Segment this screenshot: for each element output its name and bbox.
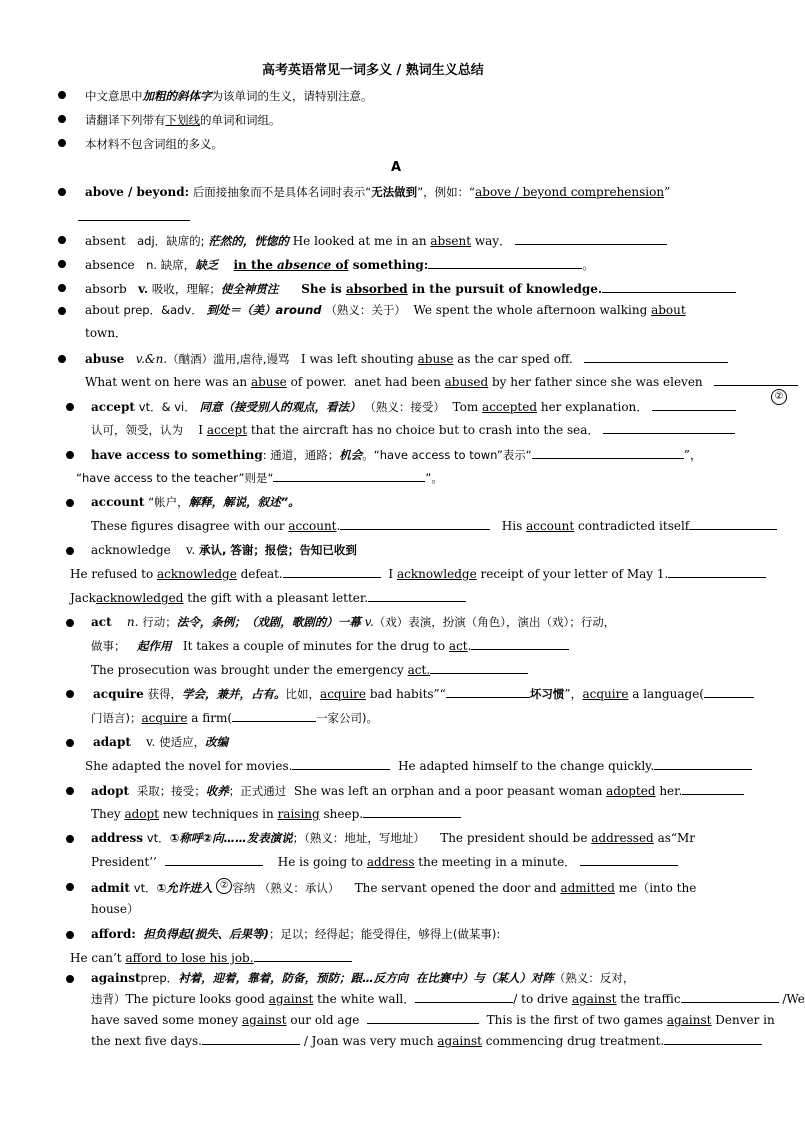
bullet xyxy=(58,355,66,363)
bullet xyxy=(66,547,74,555)
entry-address: address vt．①称呼②向……发表演说；（熟义：地址，写地址） The president should be addressed as“Mr xyxy=(91,831,696,845)
entry-absence: absence n. 缺席，缺乏 in the absence of something: 。 xyxy=(85,258,595,272)
answer-blank[interactable] xyxy=(165,853,263,866)
entry-ack-ex2: Jackacknowledged the gift with a pleasant letter. xyxy=(70,589,466,606)
entry-access: have access to something: 通道，通路；机会。“have access to town”表示“ ”， xyxy=(91,448,702,462)
answer-blank[interactable] xyxy=(232,709,316,722)
answer-blank[interactable] xyxy=(428,256,582,269)
entry-address-2: President’’ He is going to address the meeting in a minute． xyxy=(91,853,678,870)
entry-against: againstprep．衬着，迎着，靠着，防备，预防；跟…反方向 在比赛中）与（某人）对阵（熟义：反对， xyxy=(91,971,635,985)
circle-marker: ② xyxy=(216,878,232,894)
answer-blank[interactable] xyxy=(668,565,766,578)
answer-blank[interactable] xyxy=(367,1011,479,1024)
answer-blank[interactable] xyxy=(515,232,667,245)
entry-act-3: The prosecution was brought under the emergency act. xyxy=(91,661,528,678)
note-2: 请翻译下列带有下划线的单词和词组。 xyxy=(85,113,281,127)
bullet xyxy=(58,284,66,292)
answer-blank[interactable] xyxy=(202,1032,300,1045)
bullet xyxy=(66,619,74,627)
entry-acquire-2: 门语言)；acquire a firm( 一家公司)。 xyxy=(91,711,379,725)
answer-blank[interactable] xyxy=(652,398,736,411)
answer-blank[interactable] xyxy=(603,421,735,434)
note-1: 中文意思中加粗的斜体字为该单词的生义，请特别注意。 xyxy=(85,89,373,103)
bullet xyxy=(58,188,66,196)
answer-blank[interactable] xyxy=(292,757,390,770)
answer-blank[interactable] xyxy=(363,805,461,818)
bullet xyxy=(66,975,74,983)
bullet xyxy=(66,403,74,411)
bullet xyxy=(58,139,66,147)
entry-act-2: 做事； 起作用 It takes a couple of minutes for the drug to act. xyxy=(91,637,569,654)
section-heading: A xyxy=(391,160,402,175)
answer-blank[interactable] xyxy=(682,782,744,795)
entry-against-4: the next five days. / Joan was very much against commencing drug treatment. xyxy=(91,1032,762,1049)
answer-blank[interactable] xyxy=(704,685,754,698)
answer-blank[interactable] xyxy=(273,469,425,482)
entry-afford: afford: 担负得起(损失、后果等)；足以；经得起；能受得住，够得上(做某事): xyxy=(91,927,501,941)
answer-blank[interactable] xyxy=(368,589,466,602)
bullet xyxy=(58,260,66,268)
answer-blank[interactable] xyxy=(580,853,678,866)
bullet xyxy=(66,690,74,698)
answer-blank[interactable] xyxy=(283,565,381,578)
entry-acknowledge: acknowledge v. 承认, 答谢；报偿；告知已收到 xyxy=(91,543,357,557)
bullet xyxy=(66,451,74,459)
bullet xyxy=(66,739,74,747)
answer-blank[interactable] xyxy=(681,990,779,1003)
answer-blank[interactable] xyxy=(340,517,490,530)
entry-admit-2: house） xyxy=(91,902,139,916)
answer-blank[interactable] xyxy=(714,373,798,386)
answer-blank[interactable] xyxy=(602,280,736,293)
entry-accept: accept vt．& vi． 同意（接受别人的观点，看法） （熟义：接受） Tom accepted her explanation． xyxy=(91,398,736,415)
answer-blank[interactable] xyxy=(654,757,752,770)
entry-adapt-ex: She adapted the novel for movies. He adapted himself to the change quickly. xyxy=(85,757,752,774)
entry-about: about prep．&adv． 到处＝（美）around （熟义：关于） We spent the whole afternoon walking about xyxy=(85,303,686,317)
answer-blank[interactable] xyxy=(689,517,777,530)
bullet xyxy=(66,499,74,507)
entry-absorb: absorb v. 吸收，理解；使全神贯注 She is absorbed in the pursuit of knowledge. xyxy=(85,280,736,297)
answer-blank[interactable] xyxy=(430,661,528,674)
bullet xyxy=(58,115,66,123)
answer-blank[interactable] xyxy=(446,685,530,698)
answer-blank[interactable] xyxy=(471,637,569,650)
entry-ack-ex1: He refused to acknowledge defeat. I acknowledge receipt of your letter of May 1. xyxy=(70,565,766,582)
bullet xyxy=(66,883,74,891)
entry-admit: admit vt．①允许进入 ② 容纳 （熟义：承认） The servant opened the door and admitted me（into the xyxy=(91,880,697,895)
entry-abuse-ex: What went on here was an abuse of power. anet had been abused by her father since she was eleven xyxy=(85,373,798,390)
answer-blank[interactable] xyxy=(415,990,513,1003)
circle-marker: ② xyxy=(771,389,787,405)
entry-adopt: adopt 采取；接受；收养；正式通过 She was left an orphan and a poor peasant woman adopted her. xyxy=(91,782,744,799)
entry-absent: absent adj．缺席的; 茫然的，恍惚的 He looked at me in an absent way． xyxy=(85,232,667,249)
entry-against-2: 违背）The picture looks good against the white wall． / to drive against the traffic /We xyxy=(91,992,805,1006)
bullet xyxy=(58,236,66,244)
entry-adopt-ex: They adopt new techniques in raising sheep. xyxy=(91,805,461,822)
bullet xyxy=(66,835,74,843)
entry-against-3: have saved some money against our old age This is the first of two games against Denver in xyxy=(91,1013,775,1027)
bullet xyxy=(58,307,66,315)
entry-act: act n. 行动；法令，条例；（戏剧，歌剧的）一幕 v.（戏）表演，扮演（角色），演出（戏）；行动， xyxy=(91,615,616,629)
answer-blank[interactable] xyxy=(254,949,352,962)
entry-accept-2: 认可，领受，认为 I accept that the aircraft has no choice but to crash into the sea． xyxy=(91,421,735,438)
answer-blank[interactable] xyxy=(532,446,684,459)
entry-account-ex: These figures disagree with our account. His account contradicted itself xyxy=(91,517,777,534)
entry-afford-ex: He can’t afford to lose his job. xyxy=(70,949,352,966)
entry-about-cont: town． xyxy=(85,326,128,340)
entry-above: above / beyond: 后面接抽象而不是具体名词时表示“无法做到”，例如：“above / beyond comprehension” xyxy=(85,185,671,199)
answer-blank[interactable] xyxy=(584,350,728,363)
entry-acquire: acquire 获得，学会，兼并，占有。比如，acquire bad habits”“ 坏习惯”，acquire a language( xyxy=(93,685,754,702)
entry-adapt: adapt v. 使适应，改编 xyxy=(93,735,229,749)
answer-blank[interactable] xyxy=(664,1032,762,1045)
bullet xyxy=(58,91,66,99)
note-3: 本材料不包含词组的多义。 xyxy=(85,137,223,151)
entry-account: account “帐户，解释，解说，叙述”。 xyxy=(91,495,300,509)
entry-access-2: “have access to the teacher”则是“ ”。 xyxy=(76,471,443,485)
entry-abuse: abuse v.&n.（酗酒）滥用,虐待,谩骂 I was left shouting abuse as the car sped off. xyxy=(85,350,728,367)
page-title: 高考英语常见一词多义 / 熟词生义总结 xyxy=(262,63,484,78)
bullet xyxy=(66,931,74,939)
answer-blank[interactable] xyxy=(78,208,190,221)
bullet xyxy=(66,787,74,795)
